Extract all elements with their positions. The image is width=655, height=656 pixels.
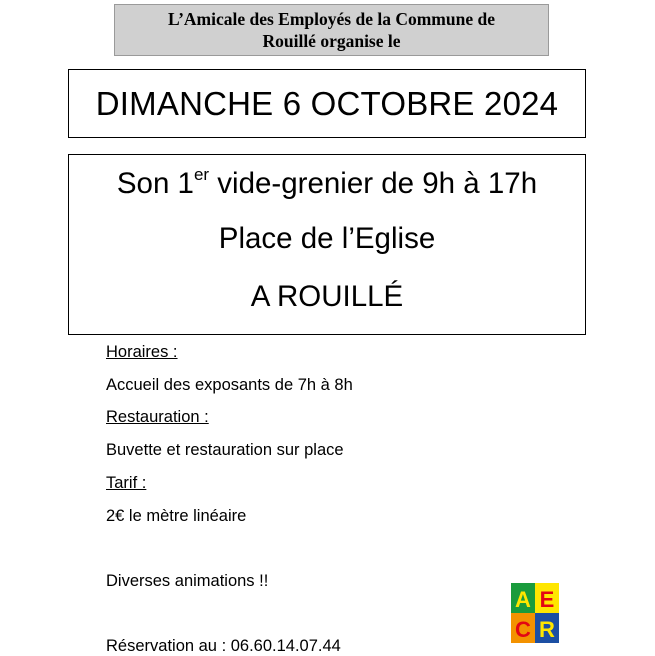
event-title-suffix: vide-grenier de 9h à 17h xyxy=(209,167,538,200)
header-line-1: L’Amicale des Employés de la Commune de xyxy=(168,9,495,29)
horaires-text: Accueil des exposants de 7h à 8h xyxy=(106,376,353,394)
event-town: A ROUILLÉ xyxy=(250,280,404,313)
aecr-logo xyxy=(511,583,559,643)
logo-letter-a: A xyxy=(515,587,531,612)
reservation-text: Réservation au : 06.60.14.07.44 xyxy=(106,637,341,655)
restauration-label: Restauration : xyxy=(106,408,209,426)
logo-letter-c: C xyxy=(515,617,531,642)
event-title-prefix: Son 1 xyxy=(116,167,194,200)
event-date: DIMANCHE 6 OCTOBRE 2024 xyxy=(95,84,559,122)
restauration-text: Buvette et restauration sur place xyxy=(106,441,344,459)
event-title xyxy=(69,167,585,201)
header-banner xyxy=(114,4,549,56)
event-title-sup: er xyxy=(193,165,210,184)
tarif-text: 2€ le mètre linéaire xyxy=(106,507,247,525)
header-line-2: Rouillé organise le xyxy=(262,31,401,51)
logo-letter-e: E xyxy=(539,587,555,612)
tarif-label: Tarif : xyxy=(106,474,147,492)
logo-letter-r: R xyxy=(539,617,555,642)
animations-text: Diverses animations !! xyxy=(106,572,269,590)
event-place: Place de l’Eglise xyxy=(218,222,436,255)
event-main-box xyxy=(68,154,586,335)
horaires-label: Horaires : xyxy=(106,343,178,361)
event-date-box xyxy=(68,69,586,138)
